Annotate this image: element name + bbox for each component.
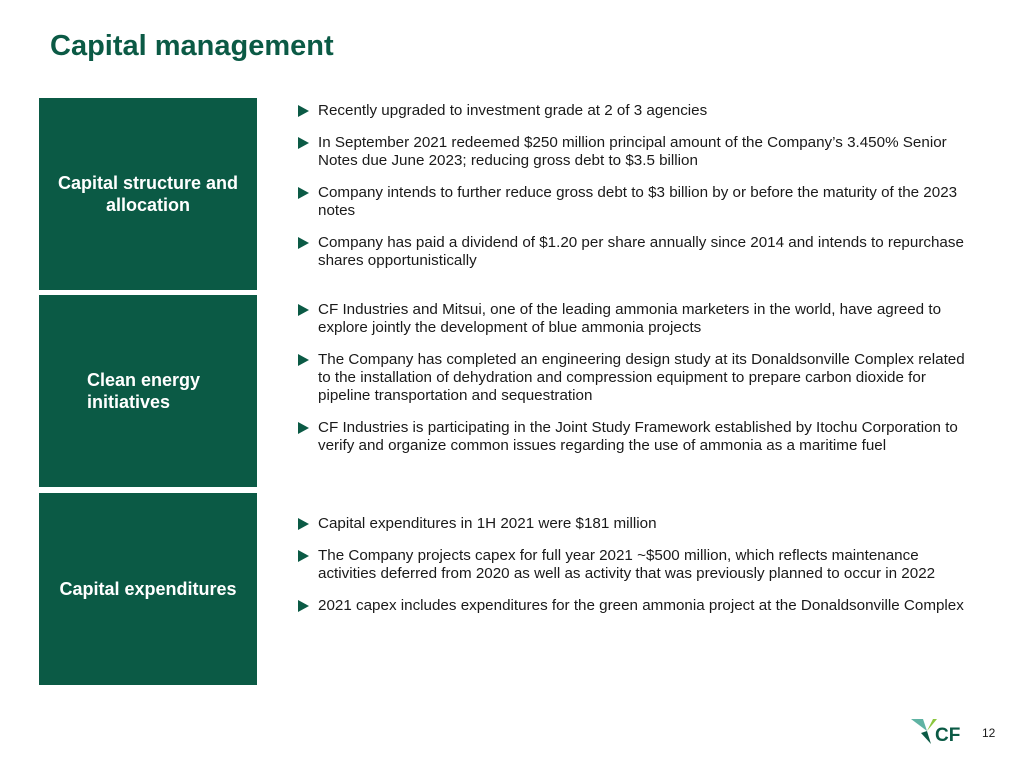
bullet-text: Company has paid a dividend of $1.20 per share annually since 2014 and intends to repurchase shares opportunistically <box>318 234 964 269</box>
bullet-arrow-icon <box>298 550 309 562</box>
bullet-text: Company intends to further reduce gross debt to $3 billion by or before the maturity of the 2023 notes <box>318 184 958 219</box>
bullet-text: The Company projects capex for full year 2021 ~$500 million, which reflects maintenance activities deferred from 2020 as well as activity that was previously planned to occur in 2022 <box>318 547 936 582</box>
bullet-text: 2021 capex includes expenditures for the green ammonia project at the Donaldsonville Complex <box>318 597 964 614</box>
list-item <box>298 515 978 533</box>
bullet-text: In September 2021 redeemed $250 million principal amount of the Company’s 3.450% Senior Notes due June 2023; reducing gross debt to $3.5 billion <box>318 134 947 169</box>
section-label-text: Capital expenditures <box>59 579 237 599</box>
bullet-arrow-icon <box>298 422 309 434</box>
section-label-capital-expenditures <box>39 493 257 685</box>
bullet-arrow-icon <box>298 304 309 316</box>
section-label-capital-structure <box>39 98 257 290</box>
capital-structure-bullet-list <box>298 102 978 284</box>
bullet-text: Recently upgraded to investment grade at 2 of 3 agencies <box>318 102 708 119</box>
logo-leaf-green <box>921 731 931 744</box>
logo-text: CF <box>935 725 961 745</box>
list-item <box>298 351 978 405</box>
list-item <box>298 134 978 170</box>
list-item <box>298 419 978 455</box>
bullet-arrow-icon <box>298 105 309 117</box>
section-label-text: Clean energy initiatives <box>87 370 201 412</box>
bullet-arrow-icon <box>298 354 309 366</box>
bullet-arrow-icon <box>298 518 309 530</box>
bullet-text: CF Industries and Mitsui, one of the leading ammonia marketers in the world, have agreed to explore jointly the development of blue ammonia projects <box>318 301 942 336</box>
list-item <box>298 547 978 583</box>
bullet-arrow-icon <box>298 600 309 612</box>
list-item <box>298 184 978 220</box>
clean-energy-bullet-list <box>298 301 978 469</box>
list-item <box>298 102 978 120</box>
bullet-text: The Company has completed an engineering design study at its Donaldsonville Complex related to the installation of dehydration and compression equipment to prepare carbon dioxide for pipeline transportation and sequestration <box>318 351 965 404</box>
list-item <box>298 597 978 615</box>
section-label-clean-energy <box>39 295 257 487</box>
cf-industries-logo-icon <box>911 717 967 745</box>
logo-graphic <box>911 717 967 745</box>
logo-leaf-teal <box>911 719 927 731</box>
bullet-arrow-icon <box>298 187 309 199</box>
bullet-arrow-icon <box>298 137 309 149</box>
page-title: Capital management <box>50 30 334 62</box>
page-number: 12 <box>982 726 996 740</box>
bullet-arrow-icon <box>298 237 309 249</box>
capital-expenditures-bullet-list <box>298 515 978 629</box>
list-item <box>298 234 978 270</box>
section-label-text: Capital structure and allocation <box>57 173 239 215</box>
bullet-text: CF Industries is participating in the Joint Study Framework established by Itochu Corporation to verify and organize common issues regarding the use of ammonia as a maritime fuel <box>318 419 958 454</box>
list-item <box>298 301 978 337</box>
bullet-text: Capital expenditures in 1H 2021 were $181 million <box>318 515 657 532</box>
